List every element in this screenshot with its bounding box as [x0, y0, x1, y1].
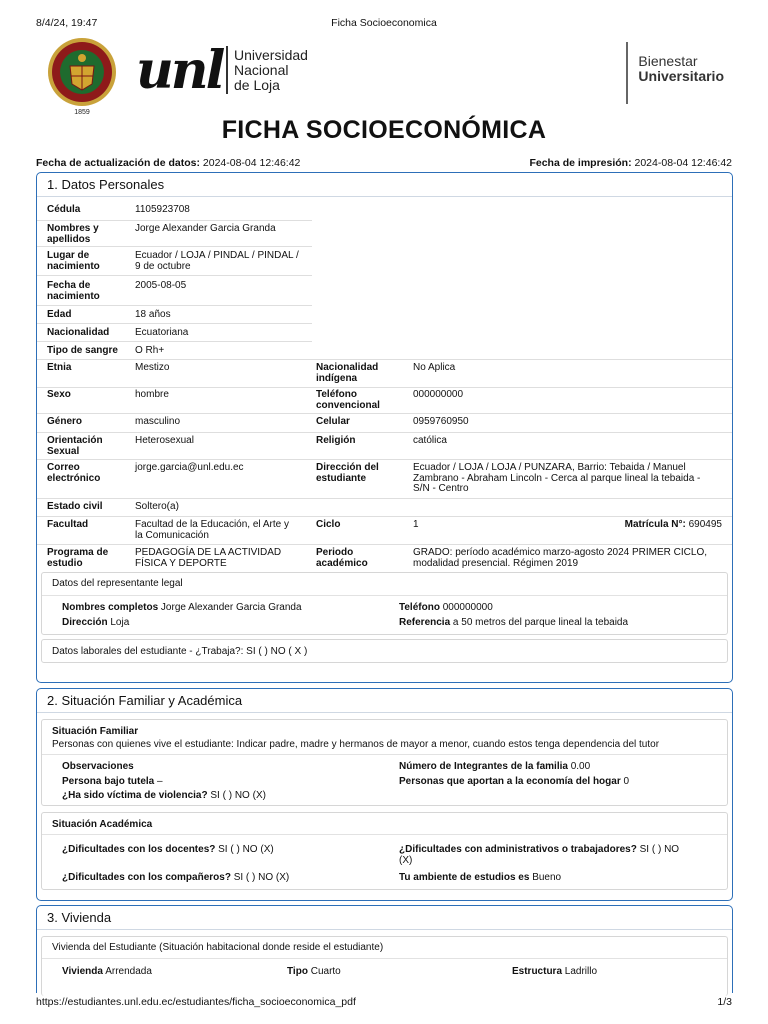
row-genero: Género masculino Celular 0959760950: [37, 413, 732, 432]
section-title: 3. Vivienda: [37, 906, 732, 930]
row-lugar: Lugar de nacimiento Ecuador / LOJA / PINDAL / PINDAL / 9 de octubre: [37, 246, 312, 275]
svg-text:1859: 1859: [74, 109, 90, 116]
academic-situation-box: Situación Académica ¿Dificultades con los docentes? SI ( ) NO (X) ¿Dificultades con administrativos o trabajadores? SI ( ) NO (X) ¿Dificultades con los compañeros? SI ( ) NO (X) Tu ambiente de estudios es Bueno: [41, 812, 728, 890]
logo-separator: [226, 46, 228, 94]
university-seal-icon: [44, 36, 120, 116]
row-sangre: Tipo de sangre O Rh+: [37, 341, 312, 359]
print-header: [36, 17, 732, 31]
print-date: 8/4/24, 19:47: [36, 17, 98, 29]
work-data-box: Datos laborales del estudiante - ¿Trabaja?: SI ( ) NO ( X ): [41, 639, 728, 663]
print-page-number: 1/3: [717, 996, 732, 1008]
unl-logo-word: unl: [136, 40, 223, 101]
family-situation-box: Situación Familiar Personas con quienes vive el estudiante: Indicar padre, madre y hermanos de mayor a menor, cuando estos tenga dependencia del tutor Observaciones Número de Integrantes de la familia 0.00 Persona bajo tutela – Personas que aportan a la economía del hogar 0 ¿Ha sido víctima de violencia? SI ( ) NO (X): [41, 719, 728, 806]
row-fecha-nacimiento: Fecha de nacimiento 2005-08-05: [37, 275, 312, 305]
document-title: FICHA SOCIOECONÓMICA: [221, 116, 547, 144]
row-programa: Programa de estudio PEDAGOGÍA DE LA ACTIVIDAD FÍSICA Y DEPORTE Periodo académico GRADO: período académico marzo-agosto 2024 PRIMER CICLO, modalidad presencial. Régimen 2019: [37, 544, 732, 571]
section-family-academic: [36, 688, 733, 901]
print-date-value: Fecha de impresión: 2024-08-04 12:46:42: [529, 157, 732, 169]
row-nombres: Nombres y apellidos Jorge Alexander Garcia Granda: [37, 220, 312, 246]
section-title: 1. Datos Personales: [37, 173, 732, 197]
update-date: Fecha de actualización de datos: 2024-08-04 12:46:42: [36, 157, 301, 169]
row-edad: Edad 18 años: [37, 305, 312, 323]
row-facultad: Facultad Facultad de la Educación, el Arte y la Comunicación Ciclo 1 Matrícula N°: 690495: [37, 516, 732, 544]
print-title: Ficha Socioeconomica: [331, 17, 437, 29]
logo-bar: [44, 36, 732, 116]
legal-representative-box: Datos del representante legal Nombres completos Jorge Alexander Garcia Granda Teléfono 000000000 Dirección Loja Referencia a 50 metros del parque lineal la tebaida: [41, 572, 728, 635]
row-correo: Correo electrónico jorge.garcia@unl.edu.ec Dirección del estudiante Ecuador / LOJA / LOJA / PUNZARA, Barrio: Tebaida / Manuel Zambrano - Abraham Lincoln - Cerca al parque lineal la tebaida - S/N - Centro: [37, 459, 732, 498]
row-orientacion: Orientación Sexual Heterosexual Religión católica: [37, 432, 732, 459]
section-title: 2. Situación Familiar y Académica: [37, 689, 732, 713]
row-estado-civil: Estado civil Soltero(a): [37, 498, 732, 516]
university-name: Universidad Nacional de Loja: [234, 47, 308, 93]
print-footer: [36, 996, 732, 1010]
bienestar-logo: Bienestar Universitario: [626, 42, 724, 104]
housing-box: Vivienda del Estudiante (Situación habitacional donde reside el estudiante) Vivienda Arrendada Tipo Cuarto Estructura Ladrillo: [41, 936, 728, 996]
row-etnia: Etnia Mestizo Nacionalidad indígena No Aplica: [37, 359, 732, 387]
row-nacionalidad: Nacionalidad Ecuatoriana: [37, 323, 312, 341]
dates-row: [36, 157, 732, 171]
row-cedula: Cédula 1105923708: [47, 204, 190, 215]
print-url: https://estudiantes.unl.edu.ec/estudiantes/ficha_socioeconomica_pdf: [36, 996, 356, 1008]
section-personal-data: [36, 172, 733, 683]
section-housing: [36, 905, 733, 993]
row-sexo: Sexo hombre Teléfono convencional 000000000: [37, 387, 732, 413]
